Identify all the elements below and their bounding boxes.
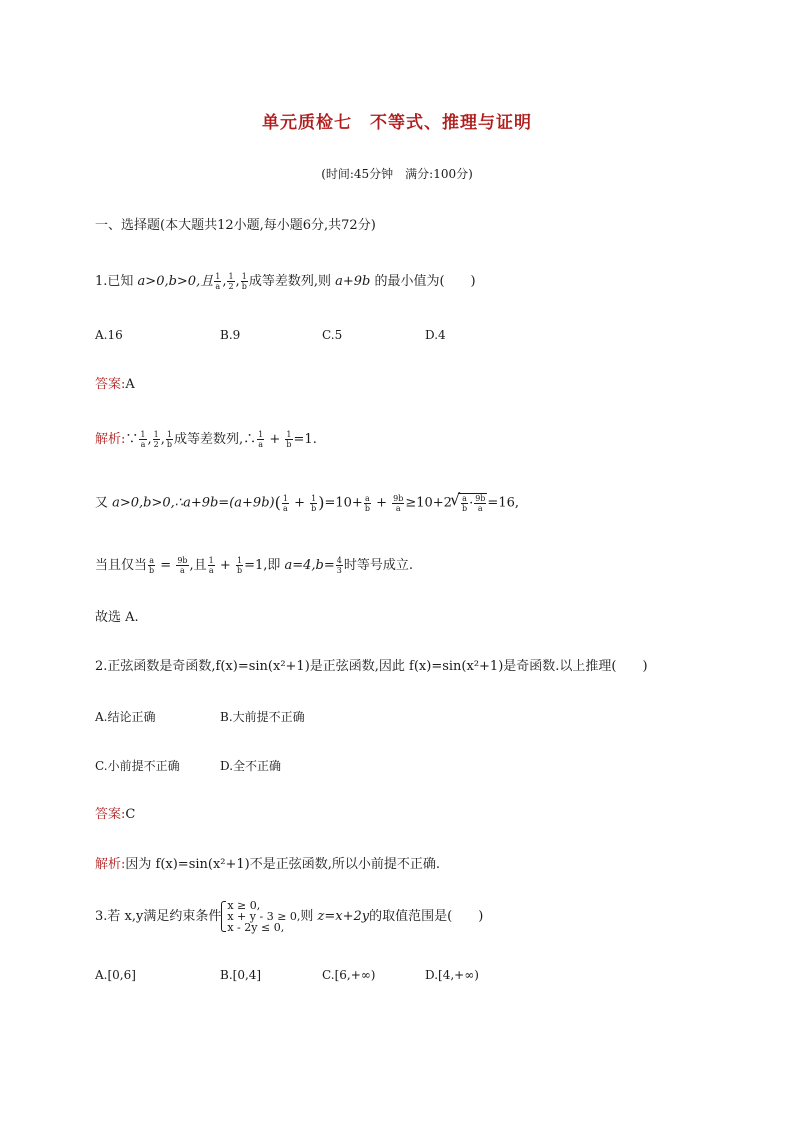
q1-analysis-line-3: 当且仅当 $\frac{a}{b}$ = $\frac{9b}{a}$ ,且 $\frac{1}{a}$ + $\frac{1}{b}$ =1,即 a=4,b= $\frac{4}{3}$ 时等号成立.: [95, 556, 413, 575]
constraint-system: x ≥ 0, x + y - 3 ≥ 0, x - 2y ≤ 0,: [221, 900, 300, 933]
exam-time-score: (时间:45分钟 满分:100分): [321, 167, 473, 181]
q3-option-b: B.[0,4]: [220, 968, 262, 982]
q1-option-d: D.4: [425, 328, 446, 342]
sqrt-expression: √ $\frac{a}{b}$ · $\frac{9b}{a}$: [458, 493, 487, 513]
fraction-1-over-a: $\frac{1}{a}$: [215, 272, 221, 291]
q1-analysis-line-2: 又 a>0,b>0,∴a+9b=(a+9b)( $\frac{1}{a}$ + $\frac{1}{b}$ )=10+ $\frac{a}{b}$ + $\frac{9b}{a}$ ≥10+2 √ $\frac{a}{b}$ · $\frac{9b}{a}$ =16,: [95, 493, 519, 513]
q1-option-c: C.5: [322, 328, 343, 342]
q1-conclusion: 故选 A.: [95, 610, 139, 625]
q1-analysis: 解析:∵ $\frac{1}{a}$ , $\frac{1}{2}$ , $\frac{1}{b}$ 成等差数列,∴ $\frac{1}{a}$ + $\frac{1}{b}$ =1.: [95, 430, 317, 449]
q1-number: 1.已知: [95, 274, 138, 289]
question-2-stem: 2.正弦函数是奇函数,f(x)=sin(x²+1)是正弦函数,因此 f(x)=sin(x²+1)是奇函数.以上推理( ): [95, 659, 648, 674]
q3-option-a: A.[0,6]: [95, 968, 136, 982]
q1-option-a: A.16: [95, 328, 123, 342]
q3-option-c: C.[6,+∞): [322, 968, 376, 982]
q2-option-a: A.结论正确: [95, 710, 156, 724]
q2-option-b: B.大前提不正确: [220, 710, 305, 724]
q2-option-d: D.全不正确: [220, 759, 282, 773]
page-title: 单元质检七 不等式、推理与证明: [262, 113, 532, 133]
fraction-1-over-b: $\frac{1}{b}$: [241, 272, 247, 291]
q2-answer: 答案:C: [95, 807, 136, 822]
section-heading: 一、选择题(本大题共12小题,每小题6分,共72分): [95, 218, 376, 233]
fraction-1-over-2: $\frac{1}{2}$: [228, 272, 234, 291]
q2-analysis: 解析:因为 f(x)=sin(x²+1)不是正弦函数,所以小前提不正确.: [95, 857, 441, 872]
q3-option-d: D.[4,+∞): [425, 968, 479, 982]
q1-answer: 答案:A: [95, 377, 135, 392]
q1-option-b: B.9: [220, 328, 241, 342]
question-1-stem: 1.已知 a>0,b>0,且 $\frac{1}{a}$ , $\frac{1}{2}$ , $\frac{1}{b}$ 成等差数列,则 a+9b 的最小值为( ): [95, 272, 476, 291]
question-3-stem: 3.若 x,y满足约束条件 x ≥ 0, x + y - 3 ≥ 0, x - 2y ≤ 0, 则 z=x+2y的取值范围是( ): [95, 899, 484, 934]
q1-condition: a>0,b>0,且: [137, 274, 214, 289]
q2-option-c: C.小前提不正确: [95, 759, 180, 773]
